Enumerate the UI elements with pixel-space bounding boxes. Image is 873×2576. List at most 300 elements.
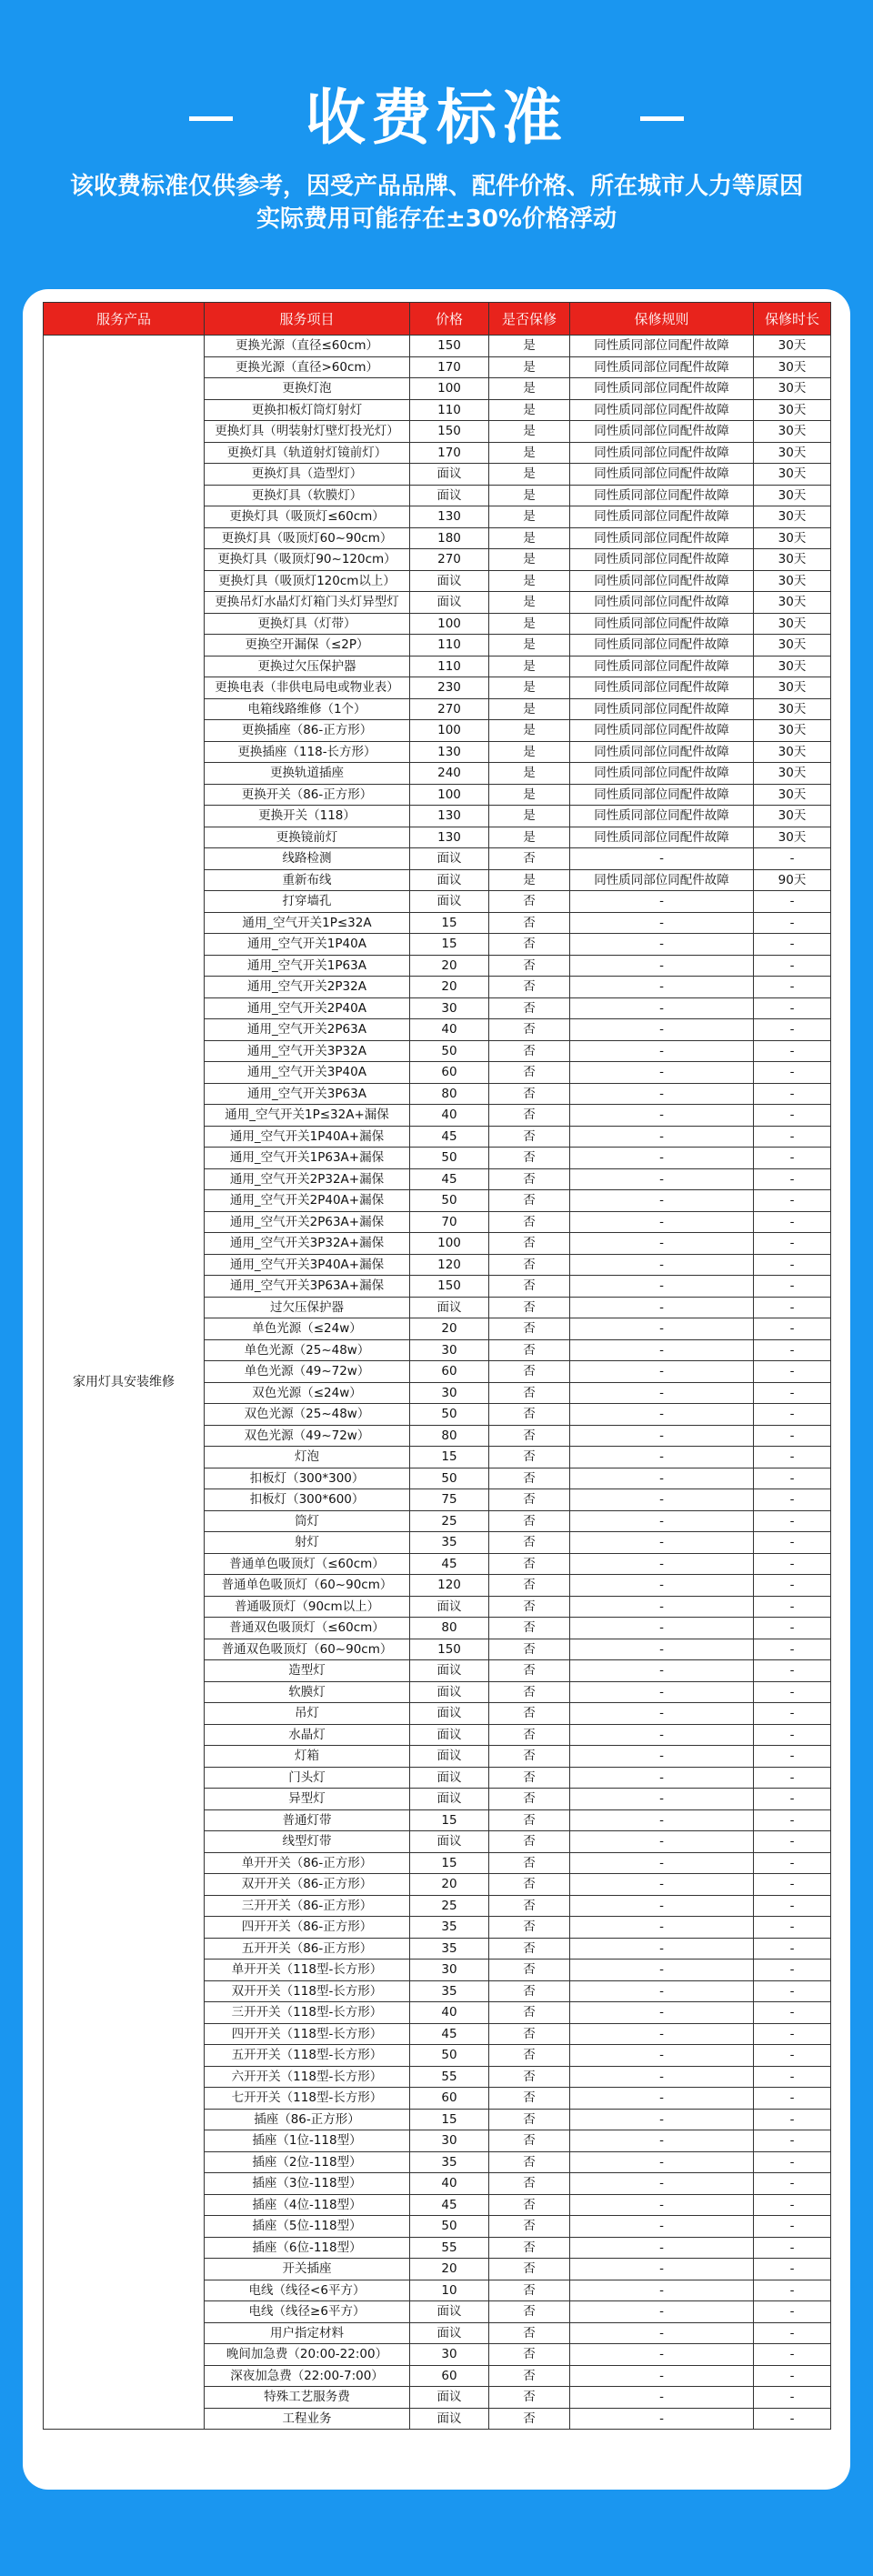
warranty-rule-cell: - (570, 1254, 754, 1276)
service-item-cell: 插座（86-正方形） (205, 2109, 410, 2130)
price-cell: 面议 (410, 848, 489, 870)
warranty-period-cell: - (754, 2023, 831, 2045)
price-cell: 50 (410, 1148, 489, 1169)
warranty-period-cell: 30天 (754, 741, 831, 763)
service-item-cell: 双色光源（49~72w） (205, 1425, 410, 1447)
warranty-flag-cell: 是 (489, 784, 570, 806)
warranty-flag-cell: 否 (489, 1960, 570, 1981)
service-item-cell: 更换灯具（吸顶灯60~90cm） (205, 527, 410, 549)
warranty-rule-cell: - (570, 1276, 754, 1298)
price-cell: 170 (410, 356, 489, 378)
warranty-flag-cell: 否 (489, 1746, 570, 1768)
service-item-cell: 更换过欠压保护器 (205, 656, 410, 677)
service-item-cell: 通用_空气开关2P40A (205, 997, 410, 1019)
warranty-flag-cell: 否 (489, 1361, 570, 1383)
service-item-cell: 更换电表（非供电局电或物业表） (205, 677, 410, 699)
price-cell: 170 (410, 442, 489, 464)
warranty-flag-cell: 否 (489, 2002, 570, 2024)
warranty-rule-cell: - (570, 2109, 754, 2130)
warranty-rule-cell: 同性质同部位同配件故障 (570, 656, 754, 677)
service-category-cell: 家用灯具安装维修 (44, 336, 205, 2430)
price-cell: 20 (410, 2259, 489, 2280)
warranty-flag-cell: 否 (489, 2259, 570, 2280)
warranty-period-cell: - (754, 1297, 831, 1318)
service-item-cell: 单色光源（≤24w） (205, 1318, 410, 1340)
warranty-flag-cell: 否 (489, 1297, 570, 1318)
price-cell: 50 (410, 1404, 489, 1426)
warranty-flag-cell: 是 (489, 869, 570, 891)
warranty-rule-cell: - (570, 848, 754, 870)
warranty-flag-cell: 是 (489, 613, 570, 635)
service-item-cell: 通用_空气开关2P32A+漏保 (205, 1168, 410, 1190)
service-item-cell: 灯箱 (205, 1746, 410, 1768)
warranty-flag-cell: 否 (489, 1339, 570, 1361)
warranty-period-cell: 30天 (754, 399, 831, 421)
page-header (0, 0, 873, 273)
price-cell: 100 (410, 720, 489, 742)
price-table-card (23, 289, 850, 2490)
warranty-rule-cell: 同性质同部位同配件故障 (570, 336, 754, 357)
price-cell: 面议 (410, 891, 489, 913)
warranty-period-cell: - (754, 1639, 831, 1660)
warranty-rule-cell: - (570, 1575, 754, 1597)
warranty-rule-cell: 同性质同部位同配件故障 (570, 869, 754, 891)
service-item-cell: 普通单色吸顶灯（≤60cm） (205, 1553, 410, 1575)
price-cell: 面议 (410, 1596, 489, 1618)
warranty-period-cell: - (754, 1040, 831, 1062)
warranty-flag-cell: 是 (489, 677, 570, 699)
warranty-rule-cell: - (570, 2216, 754, 2238)
warranty-period-cell: 30天 (754, 421, 831, 443)
warranty-flag-cell: 是 (489, 485, 570, 506)
warranty-flag-cell: 否 (489, 2322, 570, 2344)
warranty-rule-cell: - (570, 1083, 754, 1105)
warranty-period-cell: - (754, 1425, 831, 1447)
warranty-rule-cell: - (570, 1318, 754, 1340)
service-item-cell: 电线（线径≥6平方） (205, 2301, 410, 2323)
warranty-period-cell: - (754, 2259, 831, 2280)
price-cell: 50 (410, 1468, 489, 1489)
service-item-cell: 扣板灯（300*600） (205, 1489, 410, 1511)
warranty-period-cell: 30天 (754, 336, 831, 357)
warranty-period-cell: - (754, 1148, 831, 1169)
warranty-rule-cell: - (570, 2344, 754, 2366)
warranty-period-cell: - (754, 1468, 831, 1489)
service-item-cell: 普通吸顶灯（90cm以上） (205, 1596, 410, 1618)
service-item-cell: 三开开关（86-正方形） (205, 1895, 410, 1917)
warranty-rule-cell: - (570, 1019, 754, 1041)
title-row (0, 68, 873, 168)
price-cell: 50 (410, 2045, 489, 2067)
warranty-rule-cell: - (570, 1211, 754, 1233)
warranty-flag-cell: 是 (489, 549, 570, 571)
warranty-period-cell: - (754, 1404, 831, 1426)
warranty-flag-cell: 否 (489, 1126, 570, 1148)
warranty-rule-cell: - (570, 1339, 754, 1361)
service-item-cell: 重新布线 (205, 869, 410, 891)
service-item-cell: 插座（3位-118型） (205, 2173, 410, 2195)
warranty-flag-cell: 否 (489, 1276, 570, 1298)
service-item-cell: 双开开关（118型-长方形） (205, 1980, 410, 2002)
warranty-period-cell: - (754, 1105, 831, 1127)
price-cell: 面议 (410, 1767, 489, 1789)
price-cell: 面议 (410, 485, 489, 506)
warranty-period-cell: 30天 (754, 506, 831, 528)
price-cell: 30 (410, 2130, 489, 2152)
warranty-period-cell: - (754, 2365, 831, 2387)
column-header: 保修时长 (754, 303, 831, 336)
warranty-rule-cell: - (570, 2259, 754, 2280)
price-cell: 55 (410, 2237, 489, 2259)
service-item-cell: 三开开关（118型-长方形） (205, 2002, 410, 2024)
warranty-rule-cell: - (570, 1510, 754, 1532)
warranty-flag-cell: 否 (489, 1447, 570, 1468)
warranty-flag-cell: 否 (489, 2237, 570, 2259)
price-cell: 110 (410, 635, 489, 657)
price-cell: 15 (410, 912, 489, 934)
warranty-rule-cell: - (570, 1489, 754, 1511)
warranty-flag-cell: 是 (489, 421, 570, 443)
price-cell: 100 (410, 613, 489, 635)
warranty-period-cell: - (754, 2280, 831, 2301)
price-cell: 20 (410, 955, 489, 977)
warranty-flag-cell: 否 (489, 1618, 570, 1639)
service-item-cell: 通用_空气开关2P63A (205, 1019, 410, 1041)
warranty-rule-cell: - (570, 1980, 754, 2002)
warranty-flag-cell: 是 (489, 763, 570, 785)
warranty-rule-cell: 同性质同部位同配件故障 (570, 485, 754, 506)
warranty-rule-cell: - (570, 934, 754, 956)
price-cell: 面议 (410, 1724, 489, 1746)
price-cell: 面议 (410, 592, 489, 614)
warranty-flag-cell: 否 (489, 2280, 570, 2301)
warranty-flag-cell: 是 (489, 741, 570, 763)
price-cell: 80 (410, 1425, 489, 1447)
price-cell: 270 (410, 698, 489, 720)
warranty-period-cell: - (754, 2130, 831, 2152)
warranty-rule-cell: 同性质同部位同配件故障 (570, 784, 754, 806)
warranty-period-cell: - (754, 2387, 831, 2409)
warranty-flag-cell: 否 (489, 1917, 570, 1939)
warranty-flag-cell: 否 (489, 1489, 570, 1511)
warranty-flag-cell: 否 (489, 1831, 570, 1853)
warranty-flag-cell: 是 (489, 378, 570, 400)
warranty-flag-cell: 否 (489, 1382, 570, 1404)
warranty-rule-cell: - (570, 912, 754, 934)
warranty-period-cell: 30天 (754, 592, 831, 614)
warranty-rule-cell: - (570, 1746, 754, 1768)
price-cell: 70 (410, 1211, 489, 1233)
warranty-rule-cell: 同性质同部位同配件故障 (570, 677, 754, 699)
subtitle-line-1: 该收费标准仅供参考，因受产品品牌、配件价格、所在城市人力等原因 (69, 173, 803, 200)
warranty-rule-cell: 同性质同部位同配件故障 (570, 506, 754, 528)
warranty-period-cell: - (754, 2237, 831, 2259)
price-table (43, 302, 831, 2430)
warranty-flag-cell: 是 (489, 698, 570, 720)
price-cell: 面议 (410, 1703, 489, 1725)
warranty-rule-cell: - (570, 1596, 754, 1618)
warranty-flag-cell: 是 (489, 570, 570, 592)
price-cell: 100 (410, 378, 489, 400)
warranty-rule-cell: - (570, 2130, 754, 2152)
service-item-cell: 七开开关（118型-长方形） (205, 2088, 410, 2110)
service-item-cell: 通用_空气开关3P40A+漏保 (205, 1254, 410, 1276)
price-cell: 60 (410, 2088, 489, 2110)
service-item-cell: 通用_空气开关2P32A (205, 977, 410, 998)
warranty-period-cell: - (754, 891, 831, 913)
warranty-flag-cell: 是 (489, 592, 570, 614)
warranty-flag-cell: 否 (489, 2408, 570, 2430)
price-cell: 面议 (410, 1681, 489, 1703)
warranty-period-cell: - (754, 1767, 831, 1789)
warranty-period-cell: - (754, 1083, 831, 1105)
service-item-cell: 普通双色吸顶灯（60~90cm） (205, 1639, 410, 1660)
price-cell: 25 (410, 1895, 489, 1917)
warranty-flag-cell: 否 (489, 1105, 570, 1127)
price-cell: 35 (410, 1532, 489, 1554)
warranty-period-cell: 30天 (754, 827, 831, 848)
warranty-flag-cell: 否 (489, 1532, 570, 1554)
warranty-flag-cell: 否 (489, 1148, 570, 1169)
warranty-flag-cell: 否 (489, 934, 570, 956)
price-cell: 240 (410, 763, 489, 785)
warranty-period-cell: - (754, 997, 831, 1019)
price-cell: 面议 (410, 1660, 489, 1682)
warranty-period-cell: - (754, 1382, 831, 1404)
service-item-cell: 晚间加急费（20:00-22:00） (205, 2344, 410, 2366)
service-item-cell: 更换空开漏保（≤2P） (205, 635, 410, 657)
price-cell: 150 (410, 421, 489, 443)
service-item-cell: 通用_空气开关3P40A (205, 1062, 410, 1084)
warranty-period-cell: - (754, 1789, 831, 1810)
service-item-cell: 四开开关（118型-长方形） (205, 2023, 410, 2045)
warranty-rule-cell: 同性质同部位同配件故障 (570, 421, 754, 443)
price-cell: 100 (410, 1233, 489, 1255)
service-item-cell: 用户指定材料 (205, 2322, 410, 2344)
warranty-period-cell: - (754, 1980, 831, 2002)
price-cell: 15 (410, 1447, 489, 1468)
warranty-period-cell: - (754, 1618, 831, 1639)
warranty-period-cell: - (754, 934, 831, 956)
service-item-cell: 深夜加急费（22:00-7:00） (205, 2365, 410, 2387)
warranty-rule-cell: - (570, 1852, 754, 1874)
warranty-flag-cell: 否 (489, 2045, 570, 2067)
warranty-flag-cell: 否 (489, 1789, 570, 1810)
warranty-flag-cell: 否 (489, 1190, 570, 1212)
price-cell: 面议 (410, 464, 489, 486)
warranty-rule-cell: - (570, 1917, 754, 1939)
warranty-rule-cell: - (570, 1168, 754, 1190)
price-cell: 130 (410, 506, 489, 528)
warranty-flag-cell: 是 (489, 356, 570, 378)
service-item-cell: 更换灯具（轨道射灯镜前灯） (205, 442, 410, 464)
price-cell: 120 (410, 1254, 489, 1276)
warranty-rule-cell: 同性质同部位同配件故障 (570, 698, 754, 720)
warranty-rule-cell: 同性质同部位同配件故障 (570, 464, 754, 486)
warranty-rule-cell: - (570, 1361, 754, 1383)
warranty-flag-cell: 否 (489, 1575, 570, 1597)
price-cell: 130 (410, 827, 489, 848)
warranty-flag-cell: 是 (489, 827, 570, 848)
warranty-flag-cell: 否 (489, 1040, 570, 1062)
warranty-period-cell: - (754, 2408, 831, 2430)
warranty-rule-cell: - (570, 1062, 754, 1084)
warranty-rule-cell: - (570, 2151, 754, 2173)
warranty-period-cell: - (754, 1724, 831, 1746)
service-item-cell: 插座（2位-118型） (205, 2151, 410, 2173)
price-cell: 35 (410, 1917, 489, 1939)
service-item-cell: 特殊工艺服务费 (205, 2387, 410, 2409)
service-item-cell: 通用_空气开关1P40A+漏保 (205, 1126, 410, 1148)
service-item-cell: 单开开关（86-正方形） (205, 1852, 410, 1874)
warranty-flag-cell: 否 (489, 1404, 570, 1426)
price-cell: 35 (410, 1980, 489, 2002)
table-row (44, 336, 831, 357)
warranty-period-cell: - (754, 1960, 831, 1981)
warranty-rule-cell: - (570, 1148, 754, 1169)
table-body (44, 336, 831, 2430)
price-cell: 35 (410, 2151, 489, 2173)
warranty-flag-cell: 是 (489, 506, 570, 528)
price-cell: 面议 (410, 1789, 489, 1810)
warranty-flag-cell: 否 (489, 1852, 570, 1874)
warranty-period-cell: - (754, 1190, 831, 1212)
warranty-rule-cell: - (570, 1767, 754, 1789)
price-cell: 20 (410, 977, 489, 998)
warranty-rule-cell: - (570, 2088, 754, 2110)
warranty-rule-cell: - (570, 1382, 754, 1404)
price-cell: 120 (410, 1575, 489, 1597)
warranty-rule-cell: - (570, 1105, 754, 1127)
warranty-rule-cell: 同性质同部位同配件故障 (570, 613, 754, 635)
warranty-period-cell: - (754, 2301, 831, 2323)
service-item-cell: 通用_空气开关3P63A+漏保 (205, 1276, 410, 1298)
service-item-cell: 异型灯 (205, 1789, 410, 1810)
service-item-cell: 线路检测 (205, 848, 410, 870)
price-cell: 130 (410, 741, 489, 763)
price-cell: 15 (410, 1809, 489, 1831)
price-cell: 270 (410, 549, 489, 571)
warranty-rule-cell: - (570, 1126, 754, 1148)
price-cell: 80 (410, 1618, 489, 1639)
warranty-rule-cell: 同性质同部位同配件故障 (570, 378, 754, 400)
service-item-cell: 更换灯具（灯带） (205, 613, 410, 635)
price-cell: 25 (410, 1510, 489, 1532)
warranty-rule-cell: - (570, 1404, 754, 1426)
warranty-rule-cell: - (570, 1831, 754, 1853)
column-header: 保修规则 (570, 303, 754, 336)
service-item-cell: 插座（5位-118型） (205, 2216, 410, 2238)
service-item-cell: 通用_空气开关1P63A+漏保 (205, 1148, 410, 1169)
warranty-period-cell: - (754, 1917, 831, 1939)
price-cell: 60 (410, 1361, 489, 1383)
warranty-rule-cell: - (570, 1425, 754, 1447)
warranty-period-cell: - (754, 912, 831, 934)
service-item-cell: 通用_空气开关1P≤32A (205, 912, 410, 934)
warranty-rule-cell: - (570, 955, 754, 977)
warranty-period-cell: - (754, 1596, 831, 1618)
warranty-period-cell: - (754, 1276, 831, 1298)
price-cell: 面议 (410, 2322, 489, 2344)
warranty-period-cell: - (754, 1660, 831, 1682)
price-cell: 230 (410, 677, 489, 699)
price-cell: 面议 (410, 2408, 489, 2430)
price-cell: 45 (410, 1168, 489, 1190)
warranty-period-cell: - (754, 1168, 831, 1190)
warranty-rule-cell: - (570, 1789, 754, 1810)
title-dash-left (189, 116, 233, 121)
warranty-flag-cell: 否 (489, 2194, 570, 2216)
warranty-rule-cell: - (570, 2387, 754, 2409)
warranty-rule-cell: - (570, 1660, 754, 1682)
warranty-period-cell: - (754, 1510, 831, 1532)
column-header: 服务项目 (205, 303, 410, 336)
warranty-rule-cell: - (570, 1681, 754, 1703)
warranty-period-cell: - (754, 1361, 831, 1383)
warranty-flag-cell: 是 (489, 656, 570, 677)
service-item-cell: 更换光源（直径>60cm） (205, 356, 410, 378)
warranty-rule-cell: - (570, 1190, 754, 1212)
price-cell: 面议 (410, 570, 489, 592)
warranty-flag-cell: 否 (489, 2130, 570, 2152)
warranty-rule-cell: 同性质同部位同配件故障 (570, 356, 754, 378)
warranty-rule-cell: - (570, 997, 754, 1019)
warranty-flag-cell: 否 (489, 2344, 570, 2366)
service-item-cell: 电线（线径<6平方） (205, 2280, 410, 2301)
warranty-period-cell: - (754, 1532, 831, 1554)
service-item-cell: 插座（4位-118型） (205, 2194, 410, 2216)
warranty-period-cell: - (754, 2109, 831, 2130)
warranty-rule-cell: - (570, 1960, 754, 1981)
service-item-cell: 更换镜前灯 (205, 827, 410, 848)
warranty-period-cell: 30天 (754, 806, 831, 827)
warranty-period-cell: 30天 (754, 613, 831, 635)
warranty-flag-cell: 否 (489, 1767, 570, 1789)
warranty-period-cell: 30天 (754, 677, 831, 699)
warranty-period-cell: 30天 (754, 720, 831, 742)
price-cell: 100 (410, 784, 489, 806)
service-item-cell: 水晶灯 (205, 1724, 410, 1746)
price-cell: 45 (410, 1126, 489, 1148)
service-item-cell: 通用_空气开关2P63A+漏保 (205, 1211, 410, 1233)
warranty-period-cell: - (754, 1852, 831, 1874)
warranty-period-cell: 30天 (754, 378, 831, 400)
price-cell: 15 (410, 1852, 489, 1874)
price-cell: 15 (410, 2109, 489, 2130)
warranty-period-cell: - (754, 1938, 831, 1960)
warranty-period-cell: - (754, 848, 831, 870)
warranty-rule-cell: 同性质同部位同配件故障 (570, 806, 754, 827)
price-cell: 面议 (410, 869, 489, 891)
warranty-period-cell: 30天 (754, 549, 831, 571)
warranty-rule-cell: - (570, 977, 754, 998)
price-cell: 面议 (410, 2301, 489, 2323)
warranty-flag-cell: 是 (489, 464, 570, 486)
warranty-flag-cell: 否 (489, 1553, 570, 1575)
warranty-rule-cell: - (570, 1938, 754, 1960)
service-item-cell: 双色光源（≤24w） (205, 1382, 410, 1404)
warranty-rule-cell: - (570, 1639, 754, 1660)
warranty-period-cell: - (754, 2216, 831, 2238)
service-item-cell: 通用_空气开关3P63A (205, 1083, 410, 1105)
warranty-flag-cell: 否 (489, 1510, 570, 1532)
column-header: 服务产品 (44, 303, 205, 336)
service-item-cell: 通用_空气开关2P40A+漏保 (205, 1190, 410, 1212)
service-item-cell: 插座（1位-118型） (205, 2130, 410, 2152)
warranty-flag-cell: 否 (489, 1168, 570, 1190)
price-cell: 40 (410, 2002, 489, 2024)
warranty-rule-cell: - (570, 1553, 754, 1575)
